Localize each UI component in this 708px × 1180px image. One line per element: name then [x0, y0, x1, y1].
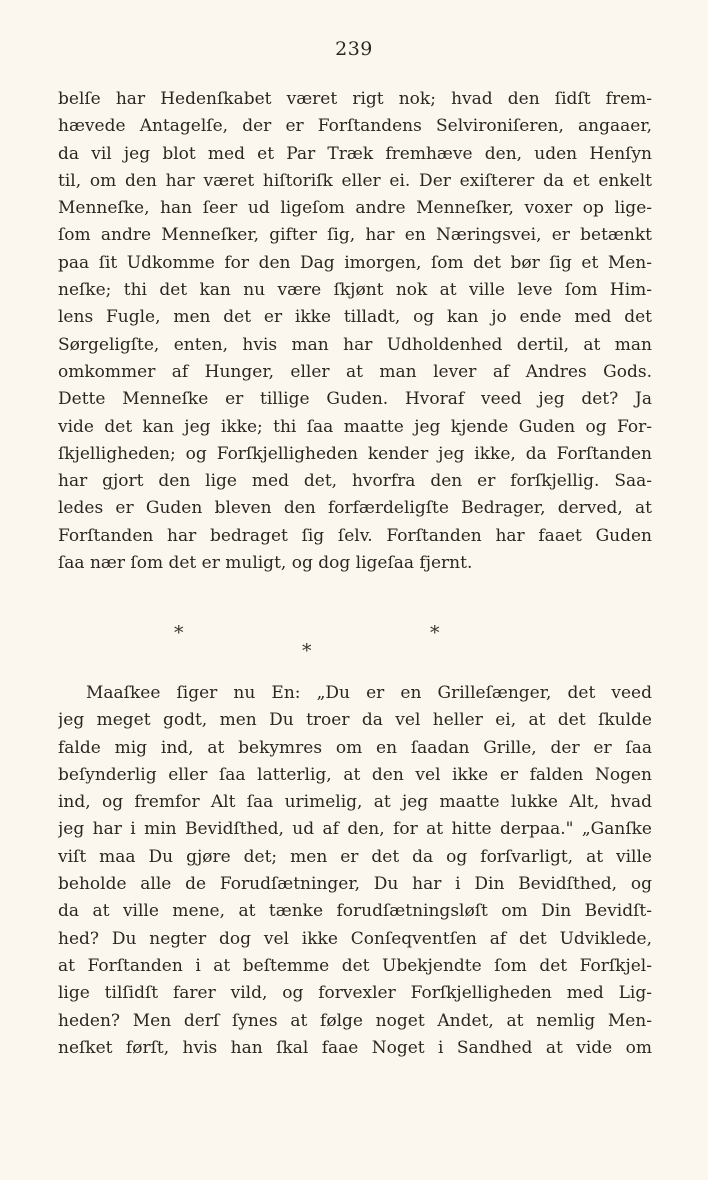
text-line: viſt maa Du gjøre det; men er det da og forſvarligt, at ville [58, 846, 652, 867]
text-line: ledes er Guden bleven den forfærdeligſte Bedrager, derved, at [58, 498, 652, 519]
asterisk: * [302, 640, 312, 662]
text-line: ſom andre Menneſker, gifter ſig, har en Næringsvei, er betænkt [58, 225, 652, 246]
text-line: har gjort den lige med det, hvorfra den er forſkjellig. Saa- [58, 471, 652, 492]
text-line: falde mig ind, at bekymres om en ſaadan Grille, der er ſaa [58, 737, 652, 758]
asterisk: * [430, 622, 440, 644]
text-line: Menneſke, han ſeer ud ligeſom andre Menneſker, voxer op lige- [58, 198, 652, 219]
paragraph-2 [58, 680, 652, 1062]
page-number: 239 [335, 38, 373, 60]
asterisk: * [174, 622, 184, 644]
text-line: vide det kan jeg ikke; thi ſaa maatte jeg kjende Guden og For- [58, 416, 652, 437]
text-line: ind, og fremfor Alt ſaa urimelig, at jeg maatte lukke Alt, hvad [58, 792, 652, 813]
paragraph-1 [58, 86, 652, 577]
text-line: heden? Men derſ ſynes at følge noget Andet, at nemlig Men- [58, 1010, 652, 1031]
text-line: Dette Menneſke er tillige Guden. Hvoraf veed jeg det? Ja [58, 389, 652, 410]
text-line: ſkjelligheden; og Forſkjelligheden kender jeg ikke, da Forſtanden [58, 443, 652, 464]
text-line: Maaſkee ſiger nu En: „Du er en Grilleſænger, det veed [86, 683, 652, 703]
text-line: ſaa nær ſom det er muligt, og dog ligeſaa fjernt. [58, 553, 473, 574]
text-line: beholde alle de Forudſætninger, Du har i Din Bevidſthed, og [58, 874, 652, 895]
text-line: hævede Antagelſe, der er Forſtandens Selvironiſeren, angaaer, [58, 116, 652, 137]
text-line: neſke; thi det kan nu være ſkjønt nok at ville leve ſom Him- [58, 280, 652, 301]
text-line: til, om den har været hiſtoriſk eller ei. Der exiſterer da et enkelt [58, 170, 652, 191]
text-line: hed? Du negter dog vel ikke Conſeqventſen af det Udviklede, [58, 928, 652, 949]
text-line: omkommer af Hunger, eller at man lever af Andres Gods. [58, 361, 652, 382]
text-line: lens Fugle, men det er ikke tilladt, og kan jo ende med det [58, 307, 652, 328]
text-line: jeg meget godt, men Du troer da vel heller ei, at det ſkulde [58, 710, 652, 731]
text-line: belſe har Hedenſkabet været rigt nok; hvad den ſidſt frem- [58, 89, 652, 109]
text-line: neſket førſt, hvis han ſkal faae Noget i Sandhed at vide om [58, 1037, 652, 1058]
text-line: Forſtanden har bedraget ſig ſelv. Forſtanden har faaet Guden [58, 525, 652, 546]
text-line: beſynderlig eller ſaa latterlig, at den vel ikke er falden Nogen [58, 764, 652, 785]
text-line: da at ville mene, at tænke forudſætningsløſt om Din Bevidſt- [58, 901, 652, 922]
text-line: da vil jeg blot med et Par Træk fremhæve den, uden Henſyn [58, 143, 652, 164]
text-line: paa ſit Udkomme for den Dag imorgen, ſom det bør ſig et Men- [58, 252, 652, 273]
text-line: lige tilſidſt farer vild, og forvexler Forſkjelligheden med Lig- [58, 983, 652, 1004]
text-line: Sørgeligſte, enten, hvis man har Udholdenhed dertil, at man [58, 334, 652, 355]
text-line: jeg har i min Bevidſthed, ud af den, for at hitte derpaa." „Ganſke [58, 819, 652, 840]
text-line: at Forſtanden i at beſtemme det Ubekjendte ſom det Forſkjel- [58, 955, 652, 976]
